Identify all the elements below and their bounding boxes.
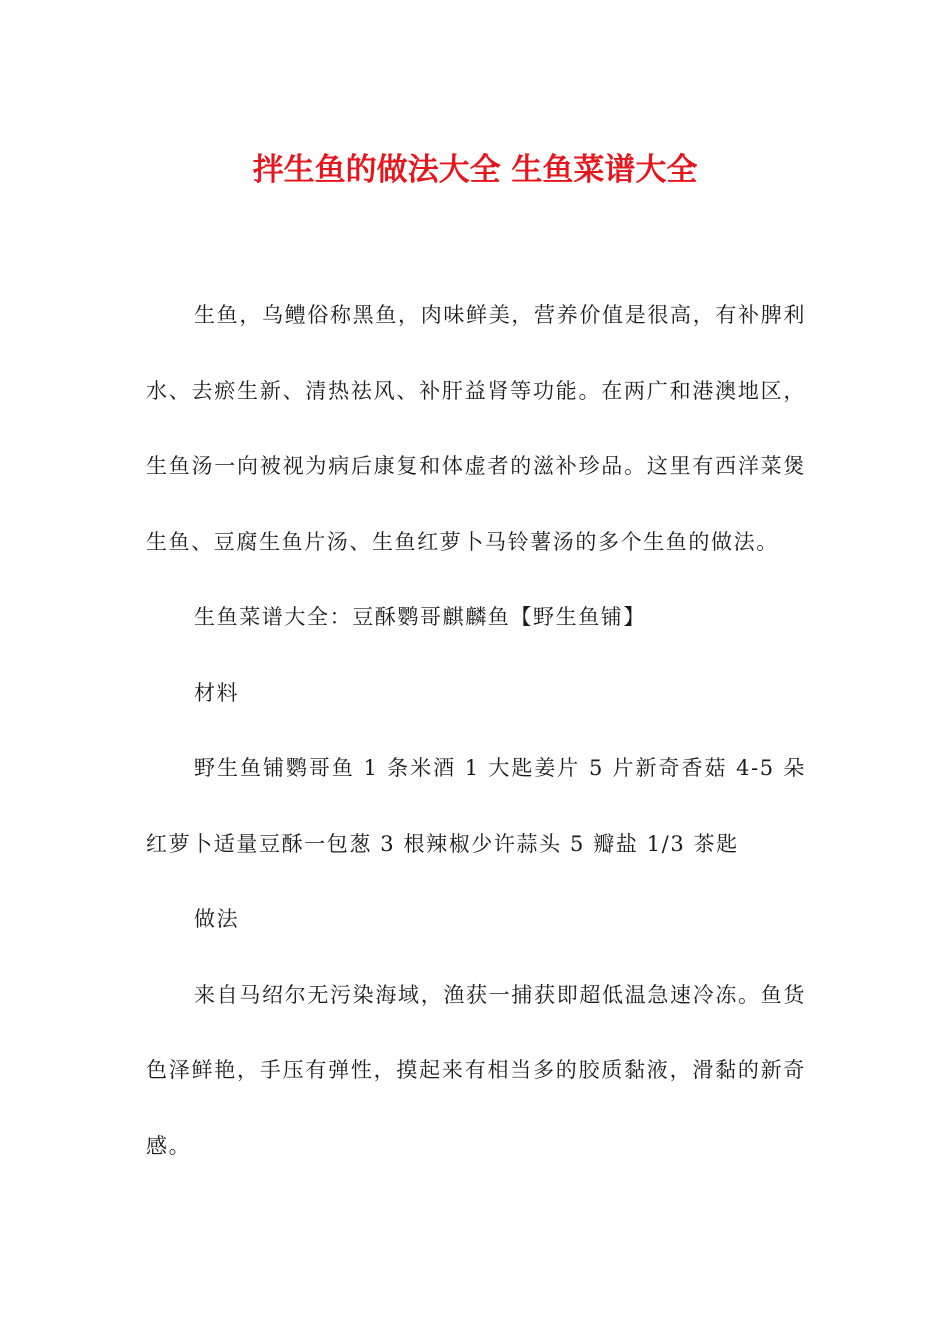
ingredients-label: 材料 [194,680,240,705]
method-label: 做法 [194,907,240,931]
ingredients-paragraph: 野生鱼铺鹦哥鱼 1 条米酒 1 大匙姜片 5 片新奇香菇 4-5 朵红萝卜适量豆酥一包葱 3 根辣椒少许蒜头 5 瓣盐 1/3 茶匙 [146,756,806,856]
method-paragraph: 来自马绍尔无污染海域，渔获一捕获即超低温急速冷冻。鱼货色泽鲜艳，手压有弹性，摸起来有相当多的胶质黏液，滑黏的新奇感。 [146,982,806,1158]
intro-paragraph: 生鱼，乌鳢俗称黑鱼，肉味鲜美，营养价值是很高，有补脾利水、去瘀生新、清热祛风、补肝益肾等功能。在两广和港澳地区，生鱼汤一向被视为病后康复和体虚者的滋补珍品。这里有西洋菜煲生鱼、豆腐生鱼片汤、生鱼红萝卜马铃薯汤的多个生鱼的做法。 [146,303,806,554]
recipe-heading: 生鱼菜谱大全：豆酥鹦哥麒麟鱼【野生鱼铺】 [194,605,646,629]
document-body [146,278,806,1184]
page-title: 拌生鱼的做法大全 生鱼菜谱大全 [252,152,698,188]
